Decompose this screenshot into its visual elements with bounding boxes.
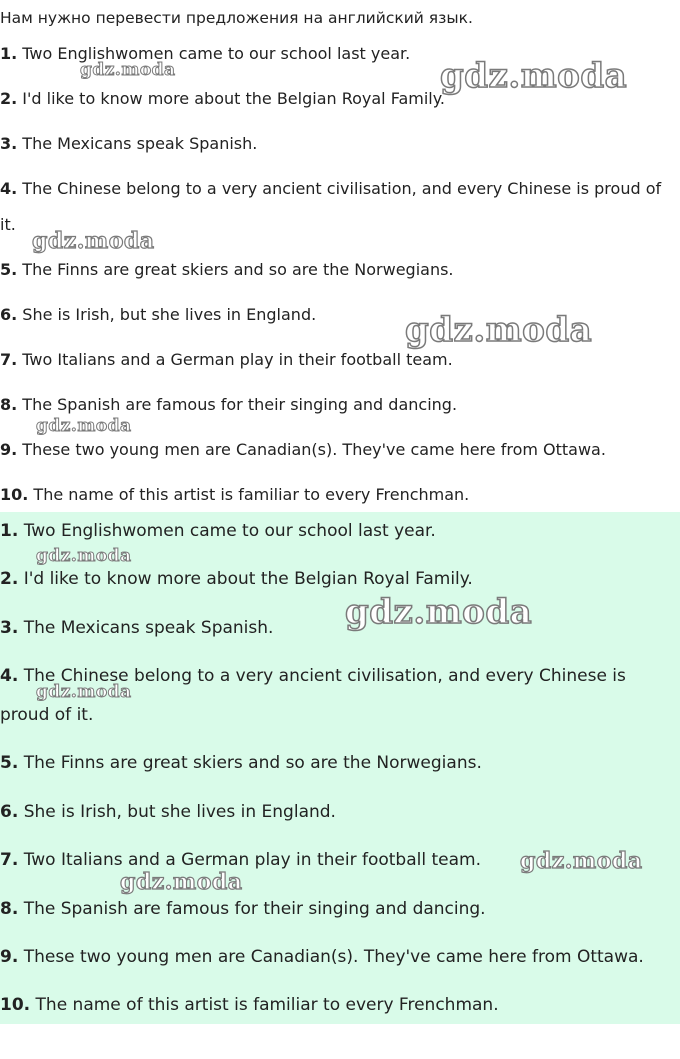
sentence-text: She is Irish, but she lives in England. bbox=[18, 802, 336, 822]
sentence-line bbox=[0, 44, 410, 64]
sentence-line bbox=[0, 849, 481, 871]
sentence-text: Two Italians and a German play in their football team. bbox=[17, 350, 453, 369]
sentence-text: These two young men are Canadian(s). They've came here from Ottawa. bbox=[17, 440, 606, 459]
sentence-text: Two Englishwomen came to our school last year. bbox=[17, 44, 411, 63]
sentence-text: I'd like to know more about the Belgian Royal Family. bbox=[18, 569, 473, 589]
sentence-number: 5. bbox=[0, 260, 18, 279]
sentence-number: 3. bbox=[0, 134, 18, 153]
sentence-number: 7. bbox=[0, 350, 18, 369]
sentence-text: The Chinese belong to a very ancient civilisation, and every Chinese is bbox=[18, 666, 626, 686]
watermark-logo: gdz.moda bbox=[36, 682, 132, 702]
sentence-number: 4. bbox=[0, 666, 19, 686]
watermark-logo: gdz.moda bbox=[36, 546, 132, 566]
sentence-text: Two Italians and a German play in their football team. bbox=[18, 850, 481, 870]
sentence-text: The Finns are great skiers and so are the Norwegians. bbox=[17, 260, 454, 279]
sentence-number: 9. bbox=[0, 947, 19, 967]
sentence-line bbox=[0, 946, 644, 968]
sentence-line bbox=[0, 215, 16, 235]
sentence-number: 8. bbox=[0, 899, 19, 919]
sentence-line bbox=[0, 898, 486, 920]
sentence-text: it. bbox=[0, 215, 16, 234]
sentence-text: She is Irish, but she lives in England. bbox=[17, 305, 317, 324]
sentence-line bbox=[0, 89, 445, 109]
sentence-number: 2. bbox=[0, 89, 18, 108]
sentence-text: I'd like to know more about the Belgian Royal Family. bbox=[17, 89, 445, 108]
sentence-list-answer bbox=[0, 512, 680, 1024]
sentence-text: The Mexicans speak Spanish. bbox=[18, 618, 274, 638]
sentence-line bbox=[0, 485, 469, 505]
sentence-number: 1. bbox=[0, 44, 18, 63]
sentence-number: 3. bbox=[0, 618, 19, 638]
sentence-text: The Chinese belong to a very ancient civilisation, and every Chinese is proud of bbox=[17, 179, 662, 198]
sentence-line bbox=[0, 568, 473, 590]
sentence-line bbox=[0, 994, 499, 1016]
watermark-logo: gdz.moda bbox=[120, 869, 243, 895]
sentence-line bbox=[0, 704, 93, 726]
sentence-text: Two Englishwomen came to our school last year. bbox=[18, 521, 436, 541]
sentence-line bbox=[0, 305, 316, 325]
watermark-logo: gdz.moda bbox=[80, 60, 176, 80]
sentence-line bbox=[0, 617, 273, 639]
watermark-logo: gdz.moda bbox=[345, 592, 533, 632]
sentence-number: 7. bbox=[0, 850, 19, 870]
sentence-line bbox=[0, 440, 606, 460]
watermark-logo: gdz.moda bbox=[405, 310, 593, 350]
sentence-number: 5. bbox=[0, 753, 19, 773]
sentence-line bbox=[0, 260, 454, 280]
sentence-text: The Mexicans speak Spanish. bbox=[17, 134, 258, 153]
sentence-text: The Spanish are famous for their singing and dancing. bbox=[18, 899, 486, 919]
sentence-line bbox=[0, 520, 436, 542]
sentence-number: 10. bbox=[0, 485, 29, 504]
sentence-number: 6. bbox=[0, 802, 19, 822]
sentence-number: 6. bbox=[0, 305, 18, 324]
sentence-number: 8. bbox=[0, 395, 18, 414]
watermark-logo: gdz.moda bbox=[440, 56, 628, 96]
sentence-number: 10. bbox=[0, 995, 31, 1015]
sentence-number: 9. bbox=[0, 440, 18, 459]
sentence-line bbox=[0, 179, 661, 199]
watermark-logo: gdz.moda bbox=[520, 848, 643, 874]
sentence-text: These two young men are Canadian(s). They've came here from Ottawa. bbox=[18, 947, 644, 967]
sentence-text: proud of it. bbox=[0, 705, 94, 725]
sentence-number: 1. bbox=[0, 521, 19, 541]
sentence-line bbox=[0, 752, 482, 774]
sentence-line bbox=[0, 395, 457, 415]
sentence-text: The Finns are great skiers and so are the Norwegians. bbox=[18, 753, 482, 773]
sentence-line bbox=[0, 350, 453, 370]
sentence-line bbox=[0, 665, 626, 687]
sentence-number: 2. bbox=[0, 569, 19, 589]
sentence-number: 4. bbox=[0, 179, 18, 198]
watermark-logo: gdz.moda bbox=[36, 416, 132, 436]
sentence-line bbox=[0, 134, 257, 154]
watermark-logo: gdz.moda bbox=[32, 228, 155, 254]
sentence-text: The name of this artist is familiar to every Frenchman. bbox=[30, 995, 499, 1015]
sentence-text: The Spanish are famous for their singing and dancing. bbox=[17, 395, 458, 414]
intro-text: Нам нужно перевести предложения на английский язык. bbox=[0, 9, 473, 27]
sentence-line bbox=[0, 801, 336, 823]
sentence-text: The name of this artist is familiar to every Frenchman. bbox=[28, 485, 470, 504]
